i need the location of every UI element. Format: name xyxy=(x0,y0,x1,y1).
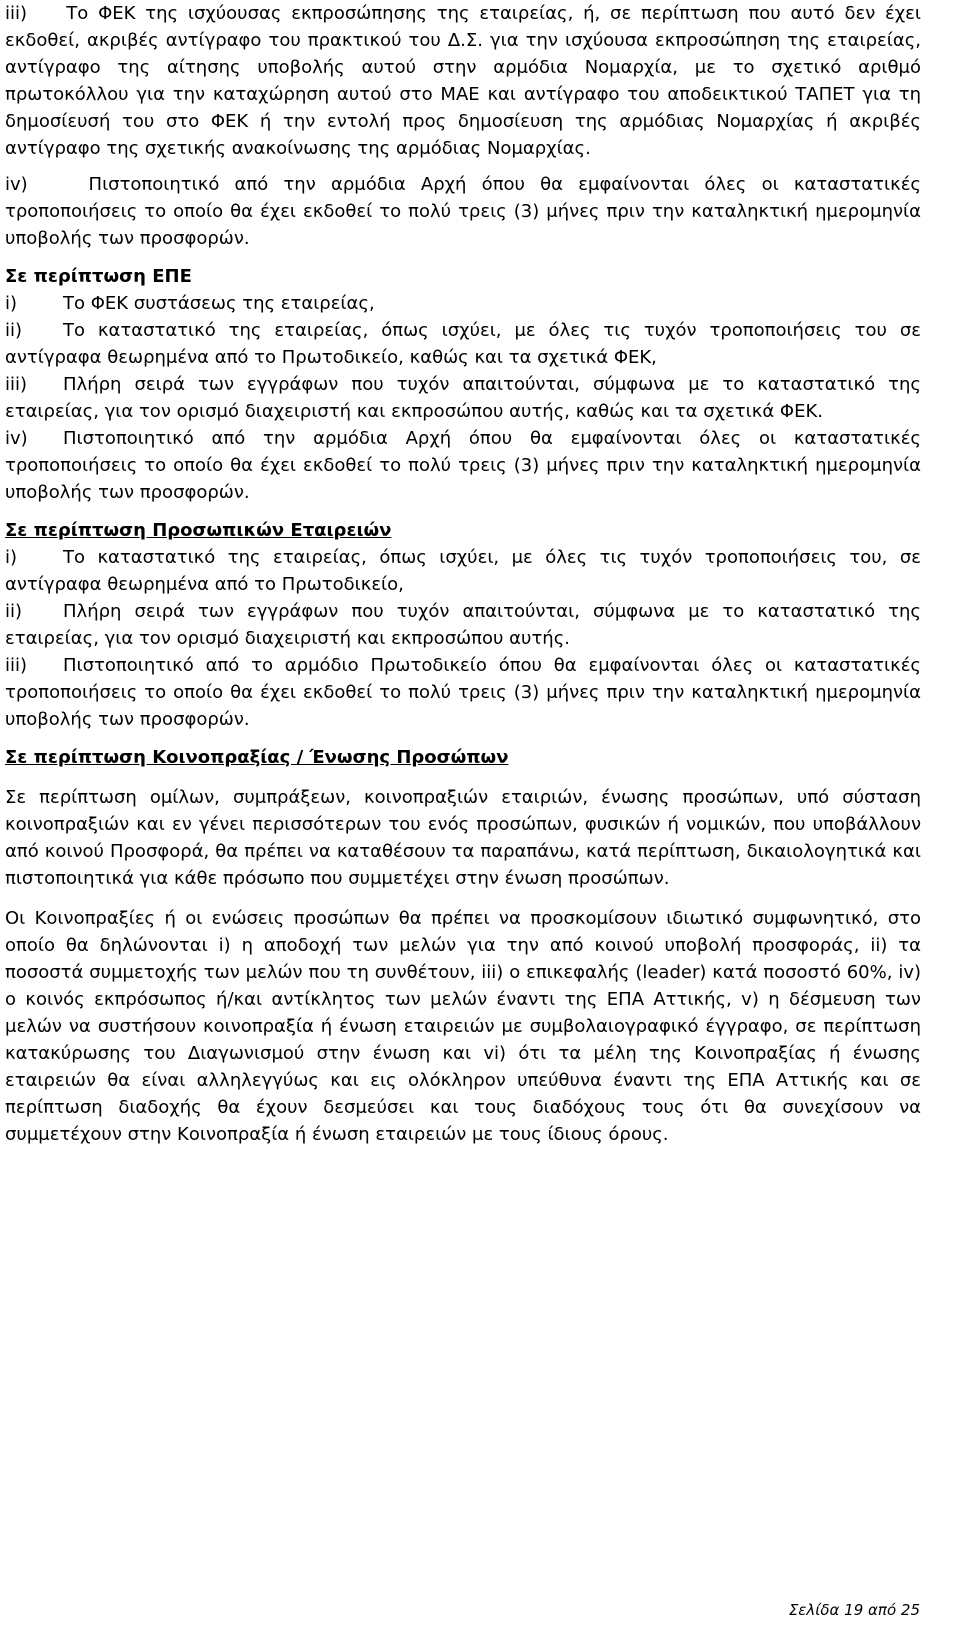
item-text: Πιστοποιητικό από την αρμόδια Αρχή όπου θα εμφαίνονται όλες οι καταστατικές τροποποιήσεις το οποίο θα έχει εκδοθεί το πολύ τρεις (3) μήνες πριν την καταληκτική ημερομηνία υποβολής των προσφορών. xyxy=(5,174,922,249)
personal-item-ii xyxy=(5,598,921,652)
item-label: ii) xyxy=(5,601,23,622)
item-label: iv) xyxy=(5,174,28,195)
item-text: Πλήρη σειρά των εγγράφων που τυχόν απαιτούνται, σύμφωνα με το καταστατικό της εταιρείας, για τον ορισμό διαχειριστή και εκπροσώπου αυτής. xyxy=(5,601,921,649)
epe-item-i xyxy=(5,290,921,317)
item-label: iv) xyxy=(5,428,28,449)
item-label: i) xyxy=(5,293,18,314)
item-text: Το καταστατικό της εταιρείας, όπως ισχύει, με όλες τις τυχόν τροποποιήσεις του σε αντίγραφα θεωρημένα από το Πρωτοδικείο, καθώς και τα σχετικά ΦΕΚ, xyxy=(5,320,921,368)
item-text: Το ΦΕΚ της ισχύουσας εκπροσώπησης της εταιρείας, ή, σε περίπτωση που αυτό δεν έχει εκδοθεί, ακριβές αντίγραφο του πρακτικού του Δ.Σ. για την ισχύουσα εκπροσώπηση της εταιρείας, αντίγραφο της αίτησης υποβολής αυτού στην αρμόδια Νομαρχία, με το σχετικό αριθμό πρωτοκόλλου για την καταχώρηση αυτού στο ΜΑΕ και αντίγραφο του αποδεικτικού ΤΑΠΕΤ για τη δημοσίευσή του στο ΦΕΚ ή την εντολή προς δημοσίευση της αρμόδιας Νομαρχίας ή ακριβές αντίγραφο της σχετικής ανακοίνωσης της αρμόδιας Νομαρχίας. xyxy=(5,3,922,159)
page-number: Σελίδα 19 από 25 xyxy=(788,1601,920,1619)
epe-item-iii xyxy=(5,371,921,425)
consortium-paragraph-2: Οι Κοινοπραξίες ή οι ενώσεις προσώπων θα πρέπει να προσκομίσουν ιδιωτικό συμφωνητικό, στο οποίο θα δηλώνονται i) η αποδοχή των μελών για την από κοινού υποβολή προσφοράς, ii) τα ποσοστά συμμετοχής των μελών που τη συνθέτουν, iii) ο επικεφαλής (leader) κατά ποσοστό 60%, iv) ο κοινός εκπρόσωπος ή/και αντίκλητος των μελών έναντι της ΕΠΑ Αττικής, v) η δέσμευση των μελών να συστήσουν κοινοπραξία ή ένωση εταιρειών με συμβολαιογραφικό έγγραφο, σε περίπτωση κατακύρωσης του Διαγωνισμού στην ένωση και vi) ότι τα μέλη της Κοινοπραξίας ή ένωσης εταιρειών θα είναι αλληλεγγύως και εις ολόκληρον υπεύθυνα έναντι της ΕΠΑ Αττικής και σε περίπτωση διαδοχής θα έχουν δεσμεύσει και τους διαδόχους τους ότι θα συνεχίσουν να συμμετέχουν στην Κοινοπραξία ή ένωση εταιρειών με τους ίδιους όρους. xyxy=(5,908,921,1145)
list-item-iv xyxy=(5,171,921,252)
item-text: Πλήρη σειρά των εγγράφων που τυχόν απαιτούνται, σύμφωνα με το καταστατικό της εταιρείας, για τον ορισμό διαχειριστή και εκπροσώπου αυτής, καθώς και τα σχετικά ΦΕΚ. xyxy=(5,374,921,422)
consortium-paragraph-1: Σε περίπτωση ομίλων, συμπράξεων, κοινοπραξιών εταιριών, ένωσης προσώπων, υπό σύσταση κοινοπραξιών και εν γένει περισσότερων του ενός προσώπων, φυσικών ή νομικών, που υποβάλλουν από κοινού Προσφορά, θα πρέπει να καταθέσουν τα παραπάνω, κατά περίπτωση, δικαιολογητικά και πιστοποιητικά για κάθε πρόσωπο που συμμετέχει στην ένωση προσώπων. xyxy=(5,787,921,889)
section-heading-personal: Σε περίπτωση Προσωπικών Εταιρειών xyxy=(5,520,392,541)
personal-item-iii xyxy=(5,652,921,733)
item-text: Πιστοποιητικό από την αρμόδια Αρχή όπου θα εμφαίνονται όλες οι καταστατικές τροποποιήσεις το οποίο θα έχει εκδοθεί το πολύ τρεις (3) μήνες πριν την καταληκτική ημερομηνία υποβολής των προσφορών. xyxy=(5,428,921,503)
epe-item-iv xyxy=(5,425,921,506)
item-label: ii) xyxy=(5,320,23,341)
section-heading-epe: Σε περίπτωση ΕΠΕ xyxy=(5,266,192,287)
item-text: Πιστοποιητικό από το αρμόδιο Πρωτοδικείο όπου θα εμφαίνονται όλες οι καταστατικές τροποποιήσεις το οποίο θα έχει εκδοθεί το πολύ τρεις (3) μήνες πριν την καταληκτική ημερομηνία υποβολής των προσφορών. xyxy=(5,655,921,730)
epe-item-ii xyxy=(5,317,921,371)
document-page xyxy=(5,0,921,1148)
item-label: i) xyxy=(5,547,18,568)
list-item-iii xyxy=(5,0,921,162)
item-text: Το ΦΕΚ συστάσεως της εταιρείας, xyxy=(63,293,375,314)
item-text: Το καταστατικό της εταιρείας, όπως ισχύει, με όλες τις τυχόν τροποποιήσεις του, σε αντίγραφα θεωρημένα από το Πρωτοδικείο, xyxy=(5,547,921,595)
personal-item-i xyxy=(5,544,921,598)
item-label: iii) xyxy=(5,374,28,395)
section-heading-consortium: Σε περίπτωση Κοινοπραξίας / Ένωσης Προσώπων xyxy=(5,747,509,768)
item-label: iii) xyxy=(5,3,28,24)
item-label: iii) xyxy=(5,655,28,676)
